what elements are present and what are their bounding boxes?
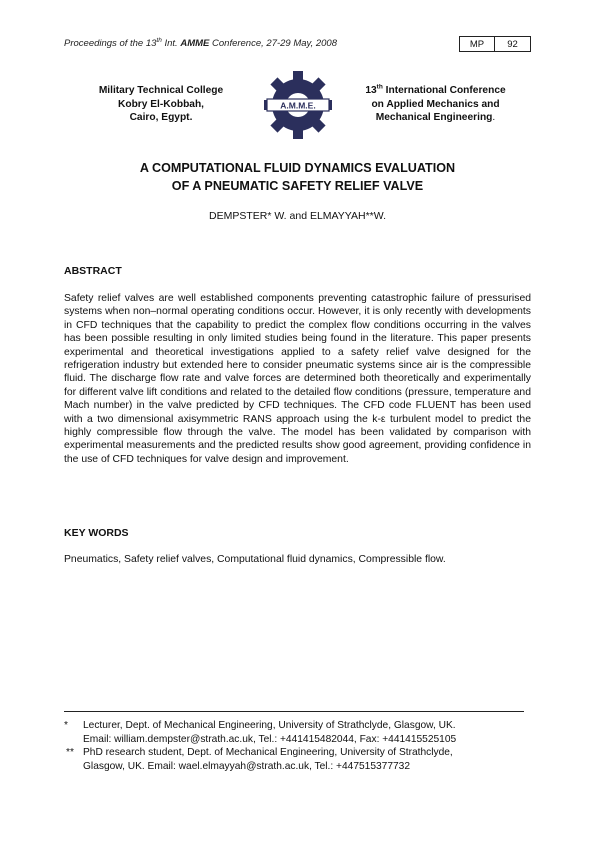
conference-number: 13	[365, 85, 377, 96]
header-amme: AMME	[180, 38, 210, 49]
abstract-heading: ABSTRACT	[64, 265, 122, 277]
paper-code-section: MP	[460, 37, 495, 51]
conference-line1: International Conference	[382, 85, 506, 96]
conference-line3: Mechanical Engineering	[375, 112, 493, 123]
institution-line: Cairo, Egypt.	[129, 112, 193, 123]
running-header	[64, 38, 337, 49]
keywords-body: Pneumatics, Safety relief valves, Computational fluid dynamics, Compressible flow.	[64, 554, 446, 565]
paper-authors: DEMPSTER* W. and ELMAYYAH**W.	[209, 210, 386, 222]
footnote-1-line1: Lecturer, Dept. of Mechanical Engineering, University of Strathclyde, Glasgow, UK.	[83, 720, 456, 731]
footnote-2-line2: Glasgow, UK. Email: wael.elmayyah@strath.ac.uk, Tel.: +447515377732	[83, 760, 410, 772]
institution-block	[66, 84, 256, 125]
institution-line: Kobry El-Kobbah,	[117, 98, 205, 110]
paper-code-number: 92	[507, 38, 518, 50]
abstract-body: Safety relief valves are well established components preventing catastrophic failure of pressurised systems when non–normal operating conditions occur. However, it is only recently with developments in CFD techniques that the capability to predict the complex flow conditions occurring in the valves has been possible resulting in only limited studies being found in the literature. This paper presents experimental and theoretical investigations applied to a safety relief valve designed for the refrigeration industry but extended here to consider pneumatic systems since air is the compressible fluid. The discharge flow rate and valve forces are determined both theoretically and experimentally for different valve lift conditions and related to the detailed flow conditions (pressure, temperature and Mach number) in the valve predicted by CFD techniques. The CFD code FLUENT has been used with a two dimensional axisymmetric RANS approach using the k-ε turbulent model to predict the highly compressible flow through the valve. The model has been validated by comparison with experimental measurements and the predicted results show good agreement, providing confidence in the use of CFD techniques for valve design and improvement.	[64, 293, 531, 465]
conference-line	[343, 84, 528, 98]
footnote-1-mark: *	[64, 720, 68, 731]
footnote-1	[64, 719, 544, 746]
footnote-1-line2: Email: william.dempster@strath.ac.uk, Tel.: +441415482044, Fax: +441415525105	[83, 733, 457, 745]
footnote-2-mark: **	[66, 747, 74, 758]
footnote-2-line1: PhD research student, Dept. of Mechanical Engineering, University of Strathclyde,	[83, 747, 453, 758]
footnote-divider	[64, 711, 524, 712]
conference-block	[343, 84, 528, 125]
conference-sup: th	[376, 83, 383, 91]
conference-line2: on Applied Mechanics and	[371, 98, 500, 110]
keywords-heading: KEY WORDS	[64, 527, 129, 539]
title-line2: OF A PNEUMATIC SAFETY RELIEF VALVE	[171, 178, 424, 193]
header-sup: th	[156, 36, 162, 44]
title-line1: A COMPUTATIONAL FLUID DYNAMICS EVALUATION	[139, 161, 456, 175]
logo-text: A.M.M.E.	[280, 100, 316, 111]
gear-logo-icon	[263, 70, 333, 140]
footnote-2	[66, 746, 546, 773]
institution-line: Military Technical College	[98, 85, 224, 96]
paper-code-box	[459, 36, 531, 52]
amme-logo	[263, 70, 333, 140]
conference-line	[343, 111, 528, 125]
conference-line3-period: .	[492, 112, 496, 123]
header-suffix: Conference, 27-29 May, 2008	[209, 38, 337, 49]
header-prefix: Proceedings of the 13	[64, 38, 157, 49]
paper-title	[60, 160, 535, 195]
header-mid: Int.	[161, 38, 181, 49]
